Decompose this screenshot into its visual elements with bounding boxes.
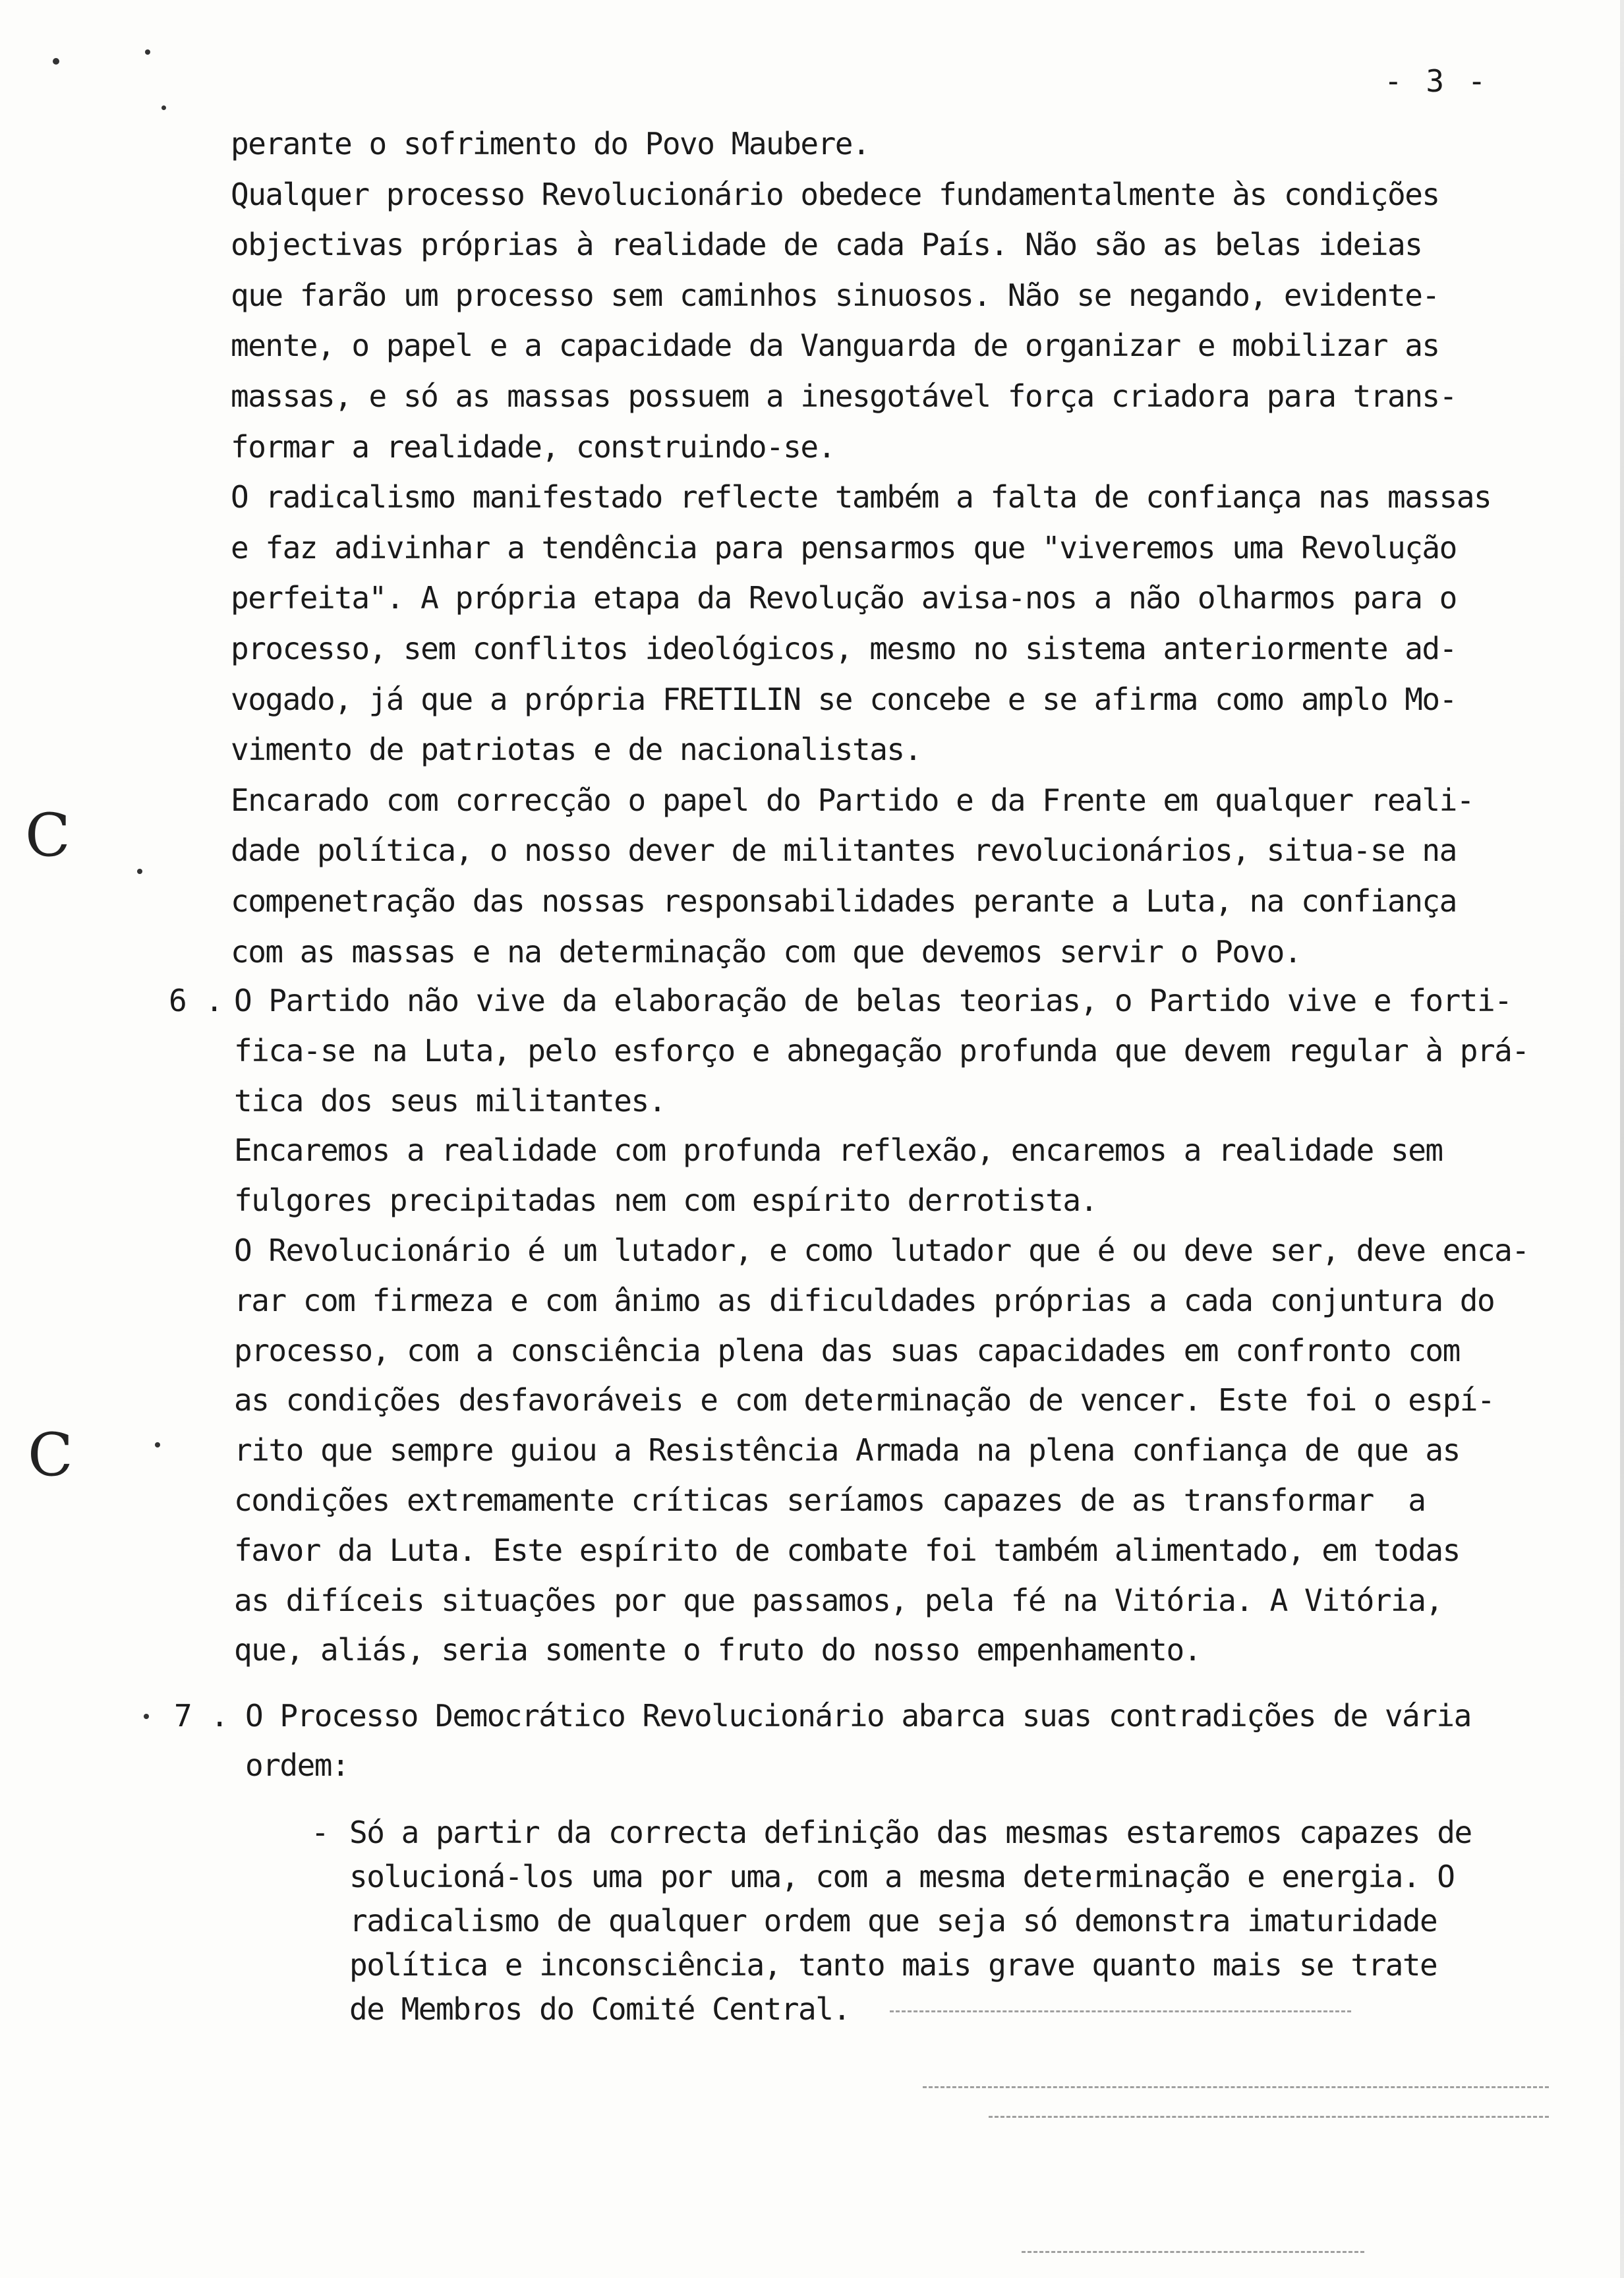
text-line: processo, sem conflitos ideológicos, mesmo no sistema anteriormente ad- xyxy=(231,631,1457,666)
text-line: com as massas e na determinação com que devemos servir o Povo. xyxy=(231,933,1302,970)
margin-mark-c-2: C xyxy=(28,1420,73,1490)
text-line: favor da Luta. Este espírito de combate foi também alimentado, em todas xyxy=(234,1532,1460,1568)
item-7-number: 7 . xyxy=(174,1698,229,1734)
text-line: tica dos seus militantes. xyxy=(234,1082,666,1119)
text-line: O radicalismo manifestado reflecte também a falta de confiança nas massas xyxy=(231,479,1492,515)
text-line: política e inconsciência, tanto mais grave quanto mais se trate xyxy=(349,1947,1437,1983)
text-line: Encaremos a realidade com profunda reflexão, encaremos a realidade sem xyxy=(234,1132,1443,1169)
text-line: fica-se na Luta, pelo esforço e abnegação profunda que devem regular à prá- xyxy=(234,1032,1529,1068)
scan-edge-shadow xyxy=(1620,0,1624,2278)
text-line: O Revolucionário é um lutador, e como lutador que é ou deve ser, deve enca- xyxy=(234,1233,1529,1268)
scan-speck xyxy=(137,869,142,874)
text-line: Encarado com correcção o papel do Partido e da Frente em qualquer reali- xyxy=(231,782,1474,818)
scan-speck xyxy=(53,58,59,65)
margin-mark-c-1: C xyxy=(25,801,71,870)
dashed-rule-1 xyxy=(890,2010,1351,2012)
scan-speck xyxy=(155,1442,160,1447)
dashed-rule-3 xyxy=(989,2116,1549,2118)
text-line: as condições desfavoráveis e com determinação de vencer. Este foi o espí- xyxy=(234,1382,1495,1418)
page-number: - 3 - xyxy=(1384,63,1489,99)
text-line: solucioná-los uma por uma, com a mesma determinação e energia. O xyxy=(349,1859,1455,1894)
text-line: dade política, o nosso dever de militantes revolucionários, situa-se na xyxy=(231,832,1457,869)
scan-speck xyxy=(145,49,150,55)
text-line: que, aliás, seria somente o fruto do nosso empenhamento. xyxy=(234,1632,1201,1668)
text-line: formar a realidade, construindo-se. xyxy=(231,428,835,465)
scan-speck xyxy=(144,1714,149,1719)
dashed-rule-4 xyxy=(1022,2251,1364,2253)
dashed-rule-2 xyxy=(923,2086,1549,2088)
text-line: e faz adivinhar a tendência para pensarmos que "viveremos uma Revolução xyxy=(231,529,1457,566)
text-line: massas, e só as massas possuem a inesgotável força criadora para trans- xyxy=(231,378,1457,414)
text-line: perante o sofrimento do Povo Maubere. xyxy=(231,126,870,161)
text-line: objectivas próprias à realidade de cada País. Não são as belas ideias xyxy=(231,227,1422,263)
text-line: de Membros do Comité Central. xyxy=(349,1991,850,2027)
text-line: fulgores precipitadas nem com espírito derrotista. xyxy=(234,1183,1097,1219)
text-line: vogado, já que a própria FRETILIN se concebe e se afirma como amplo Mo- xyxy=(231,681,1457,717)
bullet-dash: - xyxy=(311,1815,330,1850)
text-line: rar com firmeza e com ânimo as dificuldades próprias a cada conjuntura do xyxy=(234,1282,1495,1318)
item-6-number: 6 . xyxy=(169,983,224,1018)
text-line: perfeita". A própria etapa da Revolução avisa-nos a não olharmos para o xyxy=(231,580,1457,616)
text-line: radicalismo de qualquer ordem que seja só demonstra imaturidade xyxy=(349,1903,1437,1939)
text-line: O Processo Democrático Revolucionário abarca suas contradições de vária xyxy=(245,1698,1471,1734)
text-line: compenetração das nossas responsabilidades perante a Luta, na confiança xyxy=(231,883,1457,919)
text-line: ordem: xyxy=(245,1747,349,1783)
text-line: Só a partir da correcta definição das mesmas estaremos capazes de xyxy=(349,1815,1472,1850)
text-line: vimento de patriotas e de nacionalistas. xyxy=(231,732,921,768)
text-line: condições extremamente críticas seríamos capazes de as transformar a xyxy=(234,1482,1426,1518)
text-line: rito que sempre guiou a Resistência Armada na plena confiança de que as xyxy=(234,1432,1460,1469)
text-line: mente, o papel e a capacidade da Vanguarda de organizar e mobilizar as xyxy=(231,328,1439,364)
text-line: que farão um processo sem caminhos sinuosos. Não se negando, evidente- xyxy=(231,277,1439,313)
text-line: as difíceis situações por que passamos, pela fé na Vitória. A Vitória, xyxy=(234,1582,1443,1618)
text-line: O Partido não vive da elaboração de belas teorias, o Partido vive e forti- xyxy=(234,983,1512,1018)
scan-speck xyxy=(161,105,166,110)
text-line: processo, com a consciência plena das suas capacidades em confronto com xyxy=(234,1332,1460,1368)
text-line: Qualquer processo Revolucionário obedece fundamentalmente às condições xyxy=(231,176,1439,212)
